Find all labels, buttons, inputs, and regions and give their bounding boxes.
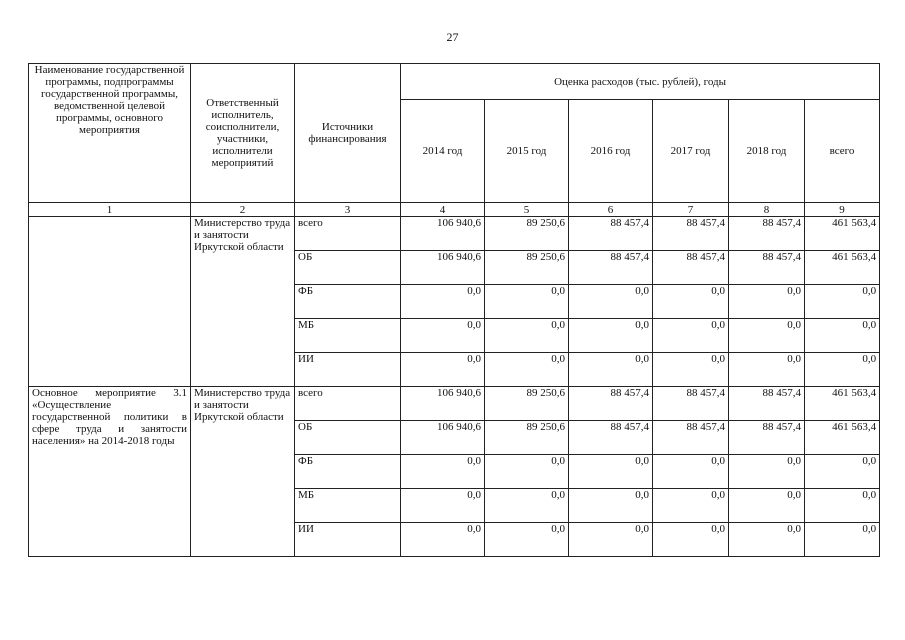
total-value-cell: 0,0	[805, 285, 880, 319]
year-value-cell: 89 250,6	[485, 217, 569, 251]
funding-source-cell: ФБ	[295, 455, 401, 489]
year-value-cell: 88 457,4	[729, 251, 805, 285]
funding-source-cell: ИИ	[295, 353, 401, 387]
year-value-cell: 106 940,6	[401, 387, 485, 421]
year-value-cell: 106 940,6	[401, 251, 485, 285]
column-number: 1	[29, 203, 191, 217]
year-value-cell: 0,0	[569, 353, 653, 387]
funding-source-cell: ОБ	[295, 421, 401, 455]
year-value-cell: 0,0	[729, 523, 805, 557]
page-number: 27	[446, 30, 459, 44]
column-number: 7	[653, 203, 729, 217]
year-value-cell: 0,0	[485, 285, 569, 319]
year-value-cell: 0,0	[653, 319, 729, 353]
year-value-cell: 0,0	[401, 285, 485, 319]
total-value-cell: 0,0	[805, 353, 880, 387]
year-value-cell: 0,0	[729, 489, 805, 523]
funding-source-cell: МБ	[295, 319, 401, 353]
header-executor-col: Ответственный исполнитель, соисполнители, участники, исполнители мероприятий	[191, 64, 295, 203]
table-row	[29, 217, 880, 251]
year-value-cell: 0,0	[729, 353, 805, 387]
column-number: 6	[569, 203, 653, 217]
year-value-cell: 88 457,4	[569, 251, 653, 285]
year-value-cell: 106 940,6	[401, 217, 485, 251]
year-value-cell: 88 457,4	[569, 387, 653, 421]
header-year: 2018 год	[729, 100, 805, 203]
header-cost-group: Оценка расходов (тыс. рублей), годы	[401, 64, 880, 100]
year-value-cell: 0,0	[653, 353, 729, 387]
year-value-cell: 88 457,4	[653, 421, 729, 455]
year-value-cell: 0,0	[485, 523, 569, 557]
year-value-cell: 88 457,4	[569, 421, 653, 455]
year-value-cell: 0,0	[653, 455, 729, 489]
header-year: 2015 год	[485, 100, 569, 203]
funding-source-cell: всего	[295, 217, 401, 251]
year-value-cell: 89 250,6	[485, 251, 569, 285]
column-number: 3	[295, 203, 401, 217]
funding-source-cell: ФБ	[295, 285, 401, 319]
year-value-cell: 88 457,4	[653, 387, 729, 421]
total-value-cell: 0,0	[805, 455, 880, 489]
year-value-cell: 88 457,4	[729, 387, 805, 421]
header-total: всего	[805, 100, 880, 203]
year-value-cell: 0,0	[729, 455, 805, 489]
total-value-cell: 461 563,4	[805, 217, 880, 251]
year-value-cell: 0,0	[653, 523, 729, 557]
year-value-cell: 0,0	[401, 523, 485, 557]
table-body	[29, 217, 880, 557]
year-value-cell: 0,0	[485, 455, 569, 489]
funding-source-cell: всего	[295, 387, 401, 421]
year-value-cell: 88 457,4	[729, 421, 805, 455]
program-name-cell: Основное мероприятие 3.1 «Осуществление государственной политики в сфере труда и занятости населения» на 2014-2018 годы	[29, 387, 191, 557]
year-value-cell: 0,0	[485, 489, 569, 523]
year-value-cell: 0,0	[401, 489, 485, 523]
total-value-cell: 461 563,4	[805, 251, 880, 285]
column-number: 9	[805, 203, 880, 217]
year-value-cell: 89 250,6	[485, 421, 569, 455]
total-value-cell: 0,0	[805, 319, 880, 353]
year-value-cell: 0,0	[485, 319, 569, 353]
funding-source-cell: ОБ	[295, 251, 401, 285]
program-name-cell	[29, 217, 191, 387]
year-value-cell: 88 457,4	[653, 217, 729, 251]
year-value-cell: 89 250,6	[485, 387, 569, 421]
year-value-cell: 0,0	[569, 523, 653, 557]
funding-source-cell: МБ	[295, 489, 401, 523]
total-value-cell: 0,0	[805, 523, 880, 557]
column-number: 8	[729, 203, 805, 217]
table-row	[29, 387, 880, 421]
budget-table	[28, 63, 880, 557]
header-year: 2014 год	[401, 100, 485, 203]
executor-cell: Министерство труда и занятости Иркутской области	[191, 387, 295, 557]
total-value-cell: 461 563,4	[805, 421, 880, 455]
year-value-cell: 0,0	[569, 455, 653, 489]
year-value-cell: 106 940,6	[401, 421, 485, 455]
year-value-cell: 0,0	[485, 353, 569, 387]
executor-cell: Министерство труда и занятости Иркутской области	[191, 217, 295, 387]
year-value-cell: 0,0	[729, 319, 805, 353]
year-value-cell: 0,0	[569, 285, 653, 319]
column-number: 5	[485, 203, 569, 217]
header-source-col: Источники финансирования	[295, 64, 401, 203]
column-number: 4	[401, 203, 485, 217]
year-value-cell: 0,0	[653, 489, 729, 523]
year-value-cell: 0,0	[401, 319, 485, 353]
year-value-cell: 0,0	[569, 319, 653, 353]
column-number: 2	[191, 203, 295, 217]
year-value-cell: 88 457,4	[729, 217, 805, 251]
funding-source-cell: ИИ	[295, 523, 401, 557]
total-value-cell: 0,0	[805, 489, 880, 523]
header-row-1	[29, 64, 880, 100]
header-name-col: Наименование государственной программы, подпрограммы государственной программы, ведомственной целевой программы, основного мероприятия	[29, 64, 191, 203]
year-value-cell: 0,0	[401, 353, 485, 387]
year-value-cell: 0,0	[401, 455, 485, 489]
year-value-cell: 88 457,4	[653, 251, 729, 285]
year-value-cell: 0,0	[569, 489, 653, 523]
year-value-cell: 0,0	[729, 285, 805, 319]
total-value-cell: 461 563,4	[805, 387, 880, 421]
year-value-cell: 88 457,4	[569, 217, 653, 251]
header-year: 2016 год	[569, 100, 653, 203]
year-value-cell: 0,0	[653, 285, 729, 319]
header-year: 2017 год	[653, 100, 729, 203]
column-numbers-row	[29, 203, 880, 217]
